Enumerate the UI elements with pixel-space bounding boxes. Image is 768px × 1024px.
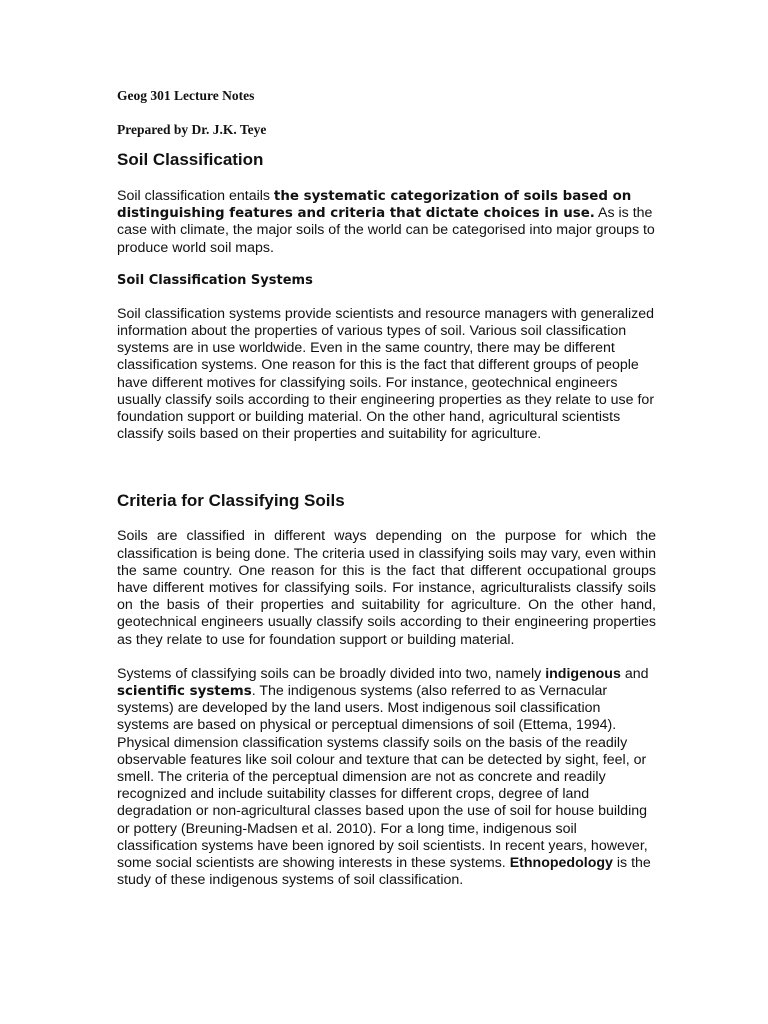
criteria-paragraph-1: Soils are classified in different ways depending on the purpose for which the classification is being done. The criteria used in classifying soils may vary, even within the same country. One reason for this is the fact that different occupational groups have different motives for classifying soils. For instance, agriculturalists classify soils on the basis of their properties and suitability for agriculture. On the other hand, geotechnical engineers usually classify soils according to their engineering properties as they relate to use for foundation support or building material. (117, 528, 656, 648)
author-line: Prepared by Dr. J.K. Teye (117, 122, 267, 137)
course-title: Geog 301 Lecture Notes (117, 88, 255, 103)
intro-paragraph (117, 188, 656, 257)
systems-heading: Soil Classification Systems (117, 272, 313, 288)
scientific-systems-term: scientific systems (117, 684, 252, 700)
criteria-paragraph-2 (117, 666, 656, 890)
systems-paragraph: Soil classification systems provide scientists and resource managers with generalized information about the properties of various types of soil. Various soil classification systems are in use worldwide. Even in the same country, there may be different classification systems. One reason for this is the fact that different groups of people have different motives for classifying soils. For instance, geotechnical engineers usually classify soils according to their engineering properties as they relate to use for foundation support or building material. On the other hand, agricultural scientists classify soils based on their properties and suitability for agriculture. (117, 305, 655, 443)
ethnopedology-term: Ethnopedology (509, 855, 613, 872)
page-title: Soil Classification (117, 150, 264, 169)
intro-text-end: As is the case with climate, the major soils of the world can be categorised into major groups to produce world soil maps. (117, 205, 655, 256)
criteria-text-2: and (620, 665, 649, 682)
criteria-text-3: . The indigenous systems (also referred to as Vernacular systems) are developed by the land users. Most indigenous soil classification systems are based on physical or perceptual dimensions of soil (Ettema, 1994). Physical dimension classification systems classify soils on the basis of the readily observable features like soil colour and texture that can be detected by sight, feel, or smell. The criteria of the perceptual dimension are not as concrete and readily recognized and include suitability classes for different crops, degree of land degradation or non-agricultural classes based upon the use of soil for house building or pottery (Breuning-Madsen et al. 2010). For a long time, indigenous soil classification systems have been ignored by soil scientists. In recent years, however, some social scientists are showing interests in these systems. (117, 683, 648, 872)
criteria-text-1: Systems of classifying soils can be broadly divided into two, namely (117, 665, 546, 682)
intro-definition-bold: the systematic categorization of soils based on distinguishing features and criteria that dictate choices in use. (117, 189, 632, 222)
criteria-heading: Criteria for Classifying Soils (117, 491, 345, 511)
criteria-text-4: is the study of these indigenous systems of soil classification. (117, 855, 651, 889)
intro-text-start: Soil classification entails (117, 188, 274, 204)
indigenous-term: indigenous (545, 665, 621, 682)
